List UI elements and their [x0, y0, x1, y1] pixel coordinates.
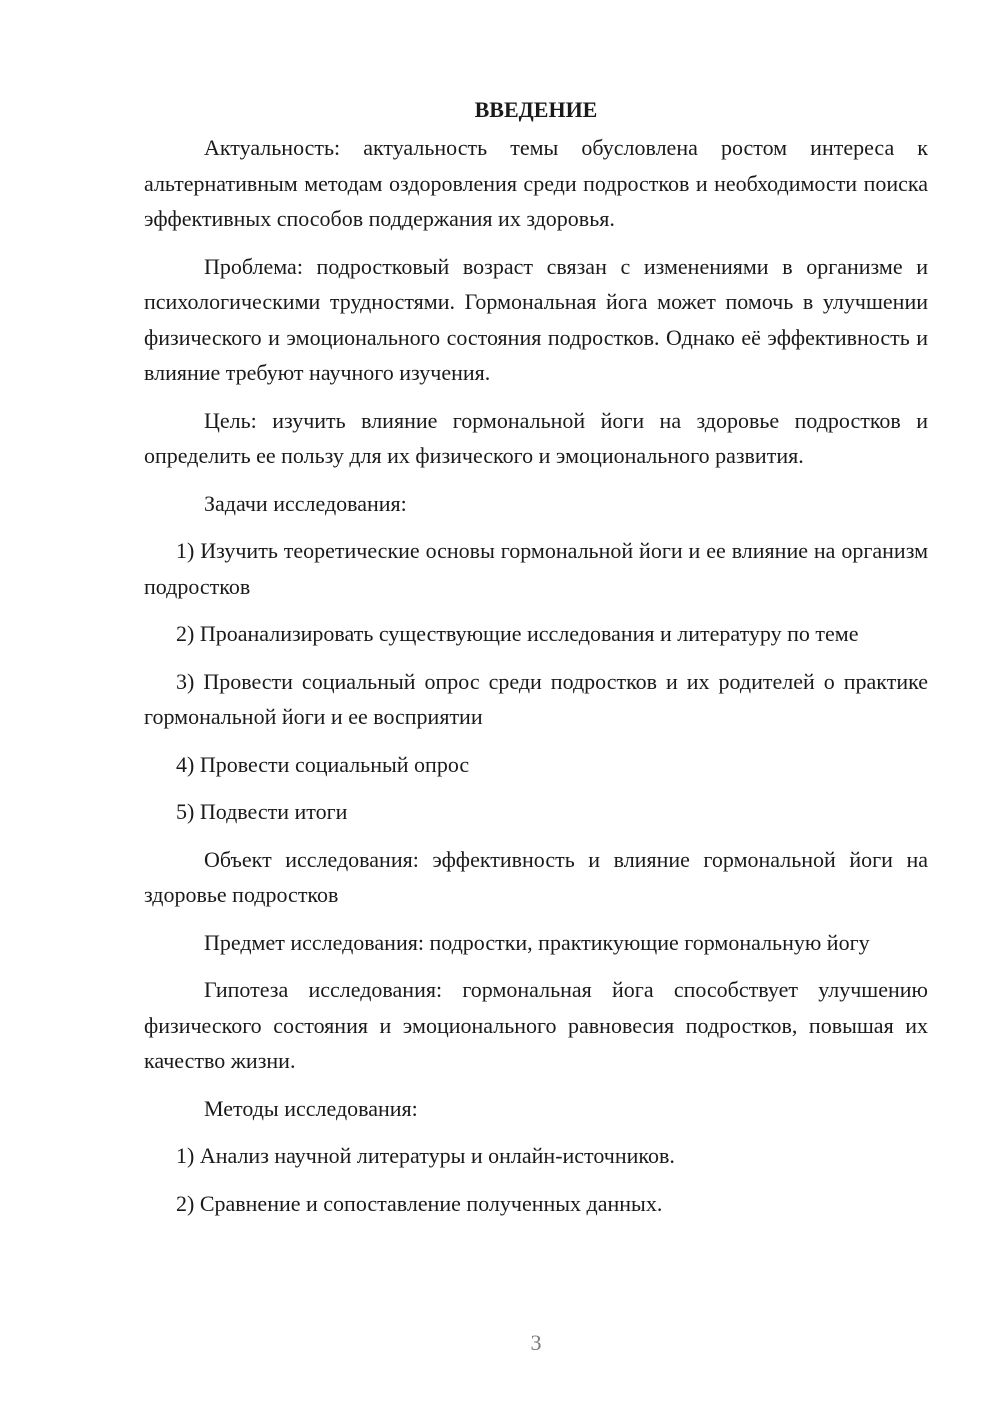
paragraph-problem: Проблема: подростковый возраст связан с изменениями в организме и психологическими трудностями. Гормональная йога может помочь в улучшении физического и эмоционального состояния подростков. Однако её эффективность и влияние требуют научного изучения.	[144, 253, 928, 385]
task-item-3: 3) Провести социальный опрос среди подростков и их родителей о практике гормональной йоги и ее восприятии	[144, 668, 928, 729]
page-body	[144, 90, 928, 1233]
paragraph-relevance: Актуальность: актуальность темы обусловлена ростом интереса к альтернативным методам оздоровления среди подростков и необходимости поиска эффективных способов поддержания их здоровья.	[144, 135, 928, 231]
paragraph-tasks-title: Задачи исследования:	[204, 490, 407, 516]
task-item-1: 1) Изучить теоретические основы гормональной йоги и ее влияние на организм подростков	[144, 538, 928, 599]
section-heading: ВВЕДЕНИЕ	[474, 97, 598, 122]
page-number: 3	[530, 1330, 542, 1355]
paragraph-hypothesis: Гипотеза исследования: гормональная йога способствует улучшению физического состояния и эмоционального равновесия подростков, повышая их качество жизни.	[144, 977, 928, 1073]
paragraph-object: Объект исследования: эффективность и влияние гормональной йоги на здоровье подростков	[144, 846, 928, 907]
method-item-1: 1) Анализ научной литературы и онлайн-источников.	[176, 1143, 675, 1168]
task-item-2: 2) Проанализировать существующие исследования и литературу по теме	[176, 621, 859, 646]
method-item-2: 2) Сравнение и сопоставление полученных данных.	[176, 1190, 663, 1216]
paragraph-methods-title: Методы исследования:	[204, 1095, 418, 1121]
paragraph-goal: Цель: изучить влияние гормональной йоги на здоровье подростков и определить ее пользу для их физического и эмоционального развития.	[144, 407, 928, 468]
task-item-4: 4) Провести социальный опрос	[176, 751, 470, 777]
paragraph-subject: Предмет исследования: подростки, практикующие гормональную йогу	[204, 929, 870, 955]
task-item-5: 5) Подвести итоги	[176, 799, 348, 824]
